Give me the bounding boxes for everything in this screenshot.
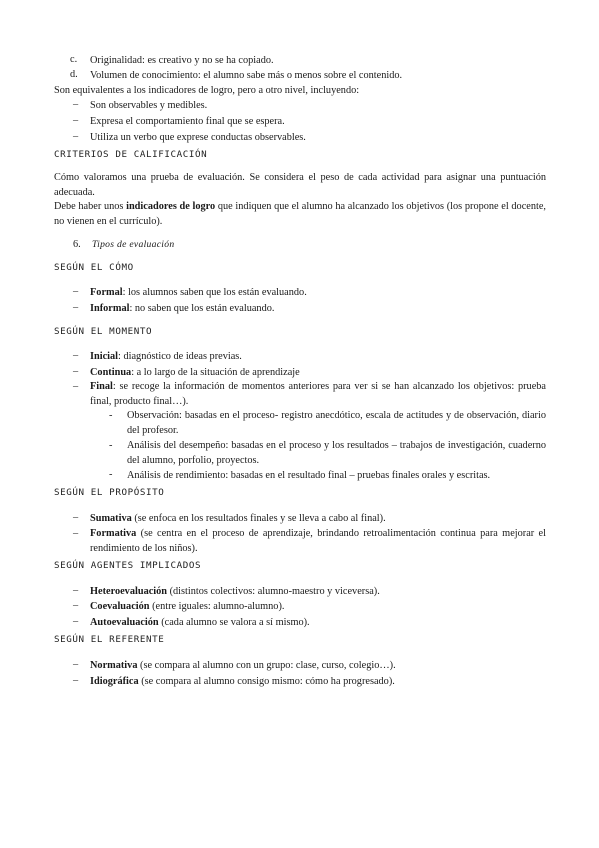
bullet-dash: – <box>73 286 79 297</box>
section-heading-como: SEGÚN EL CÓMO <box>54 262 134 273</box>
list-item: Originalidad: es creativo y no se ha copiado. <box>90 55 274 66</box>
bold-term: Informal <box>90 303 130 314</box>
sub-list-item: Análisis de rendimiento: basadas en el resultado final – pruebas finales orales y escritas. <box>127 470 491 481</box>
list-item-text: (se centra en el proceso de aprendizaje, brindando retroalimentación continua para mejorar el rendimiento de los niños). <box>90 528 546 554</box>
bullet-dash: – <box>73 350 79 361</box>
list-item-text: (se enfoca en los resultados finales y se lleva a cabo al final). <box>131 513 386 524</box>
list-item: Utiliza un verbo que exprese conductas observables. <box>90 132 306 143</box>
bold-term: Normativa <box>90 660 138 671</box>
bullet-dash: – <box>73 99 79 110</box>
bullet-dash: – <box>73 115 79 126</box>
list-item <box>90 675 395 688</box>
bold-term: Heteroevaluación <box>90 586 168 597</box>
list-item <box>90 585 380 598</box>
paragraph-criterios: Cómo valoramos una prueba de evaluación. Se considera el peso de cada actividad para asignar una puntuación adecuada. <box>54 172 546 198</box>
bold-term: Autoevaluación <box>90 617 159 628</box>
list-item <box>90 302 274 315</box>
paragraph-text: Debe haber unos <box>54 201 127 212</box>
section-number: 6. <box>73 239 81 250</box>
bullet-dash: – <box>73 381 79 392</box>
list-item <box>90 616 310 629</box>
list-item: Son observables y medibles. <box>90 100 208 111</box>
bold-term: indicadores de logro <box>126 201 216 212</box>
list-item-text: (se compara al alumno con un grupo: clase, curso, colegio…). <box>137 660 396 671</box>
sub-bullet-dash: - <box>109 469 113 480</box>
section-heading-momento: SEGÚN EL MOMENTO <box>54 326 153 337</box>
list-marker: d. <box>70 69 78 80</box>
section-heading-proposito: SEGÚN EL PROPÓSITO <box>54 487 165 498</box>
list-item <box>90 350 242 363</box>
bold-term: Formal <box>90 287 123 298</box>
list-item-text: : no saben que los están evaluando. <box>129 303 275 314</box>
bold-term: Coevaluación <box>90 601 150 612</box>
sub-bullet-dash: - <box>109 410 113 421</box>
sub-bullet-dash: - <box>109 440 113 451</box>
bullet-dash: – <box>73 512 79 523</box>
bullet-dash: – <box>73 600 79 611</box>
bold-term: Sumativa <box>90 513 132 524</box>
list-item-text: : diagnóstico de ideas previas. <box>118 351 242 362</box>
section-heading-criterios: CRITERIOS DE CALIFICACIÓN <box>54 149 208 160</box>
list-item-text: : los alumnos saben que los están evaluando. <box>122 287 307 298</box>
list-item-text: (se compara al alumno consigo mismo: cómo ha progresado). <box>138 676 395 687</box>
bullet-dash: – <box>73 659 79 670</box>
section-heading-agentes: SEGÚN AGENTES IMPLICADOS <box>54 560 202 571</box>
bullet-dash: – <box>73 302 79 313</box>
paragraph-indicadores <box>54 200 546 229</box>
section-heading-referente: SEGÚN EL REFERENTE <box>54 634 165 645</box>
bullet-dash: – <box>73 131 79 142</box>
list-item-text: : se recoge la información de momentos anteriores para ver si se han alcanzado los objetivos: prueba final, producto final…). <box>90 381 546 407</box>
list-item: Expresa el comportamiento final que se espera. <box>90 116 285 127</box>
list-item <box>90 380 546 409</box>
bullet-dash: – <box>73 585 79 596</box>
bold-term: Formativa <box>90 528 137 539</box>
bullet-dash: – <box>73 528 79 539</box>
list-item-text: (cada alumno se valora a sí mismo). <box>158 617 310 628</box>
list-item <box>90 512 386 525</box>
list-marker: c. <box>70 54 78 65</box>
list-item-text: (distintos colectivos: alumno-maestro y viceversa). <box>167 586 380 597</box>
sub-list-item: Análisis del desempeño: basadas en el proceso y los resultados – trabajos de investigación, cuaderno del alumno, porfolio, proyectos. <box>127 440 546 466</box>
bullet-dash: – <box>73 675 79 686</box>
list-item-text: : a lo largo de la situación de aprendizaje <box>131 367 300 378</box>
indicators-intro: Son equivalentes a los indicadores de logro, pero a otro nivel, incluyendo: <box>54 85 360 96</box>
list-item <box>90 366 300 379</box>
bold-term: Idiográfica <box>90 676 139 687</box>
bullet-dash: – <box>73 616 79 627</box>
list-item <box>90 286 307 299</box>
bold-term: Final <box>90 381 113 392</box>
bold-term: Inicial <box>90 351 119 362</box>
bold-term: Continua <box>90 367 132 378</box>
list-item: Volumen de conocimiento: el alumno sabe más o menos sobre el contenido. <box>90 70 403 81</box>
bullet-dash: – <box>73 366 79 377</box>
paragraph-text: que indiquen que el alumno ha alcanzado los objetivos (los propone el docente, no vienen en el currículo). <box>54 201 546 227</box>
list-item-text: (entre iguales: alumno-alumno). <box>149 601 285 612</box>
section-title: Tipos de evaluación <box>92 239 175 250</box>
sub-list-item: Observación: basadas en el proceso- registro anecdótico, escala de actitudes y de observación, diario del profesor. <box>127 410 546 436</box>
list-item <box>90 527 546 556</box>
list-item <box>90 600 284 613</box>
list-item <box>90 659 396 672</box>
